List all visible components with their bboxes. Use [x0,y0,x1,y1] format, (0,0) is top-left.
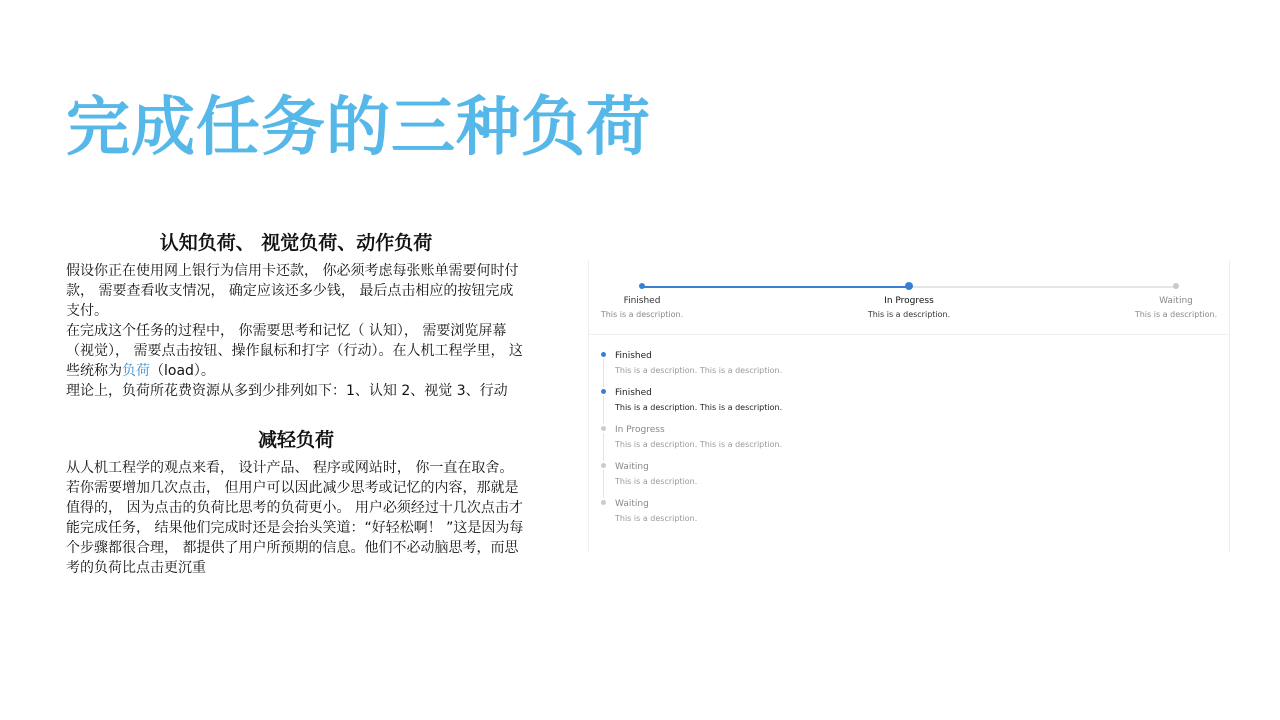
vstep-label: Waiting [615,462,649,472]
vstep-description: This is a description. [615,514,698,523]
vstep-description: This is a description. This is a description. [615,440,783,449]
hstep-description-2: This is a description. [867,310,951,319]
page-title: 完成任务的三种负荷 [66,91,651,165]
vstep-label: In Progress [615,425,665,435]
hstep-description-3: This is a description. [1134,310,1218,319]
text-column [66,228,526,578]
step-connector-finished [642,286,909,288]
step-dot-icon [905,282,913,290]
vstep-label: Finished [615,388,652,398]
hstep-description-1: This is a description. [600,310,684,319]
hstep-label-2[interactable]: In Progress [884,296,934,306]
paragraph-reduce-load: 从人机工程学的观点来看， 设计产品、 程序或网站时， 你一直在取舍。 若你需要增加几次点击， 但用户可以因此减少思考或记忆的内容，那就是值得的， 因为点击的负荷比思考的负荷更小。 用户必须经过十几次点击才能完成任务， 结果他们完成时还是会抬头笑道：“好轻松啊！ ”这是因为每个步骤都很合理， 都提供了用户所预期的信息。他们不必动脑思考，而思考的负荷比点击更沉重 [66,460,524,576]
load-term-english: （load）。 [150,363,215,379]
vstep-label: Waiting [615,499,649,509]
step-dot-icon [601,352,606,357]
vstep-item[interactable] [589,494,1229,531]
step-dot-icon [601,463,606,468]
step-connector-waiting [909,286,1176,288]
hstep-label-3[interactable]: Waiting [1159,296,1193,306]
section-heading-load-types: 认知负荷、 视觉负荷、动作负荷 [159,232,433,254]
vstep-item[interactable] [589,346,1229,383]
vstep-item[interactable] [589,457,1229,494]
step-dot-icon [601,389,606,394]
paragraph-load-order: 理论上，负荷所花费资源从多到少排列如下：1、认知 2、视觉 3、行动 [66,383,508,399]
vstep-description: This is a description. This is a description. [615,403,783,412]
load-definition-text: 在完成这个任务的过程中， 你需要思考和记忆（ 认知）， 需要浏览屏幕（视觉）， 需要点击按钮、操作鼠标和打字（行动）。在人机工程学里， 这些统称为 [66,323,523,379]
vstep-item[interactable] [589,383,1229,420]
step-dot-icon [601,500,606,505]
paragraph-load-definition [66,321,526,381]
vstep-label: Finished [615,351,652,361]
section-heading-reduce-load: 减轻负荷 [257,429,334,451]
load-term-highlight: 负荷 [122,363,150,379]
vertical-steps [589,346,1229,531]
hstep-label-1[interactable]: Finished [623,296,661,306]
paragraph-bank-example: 假设你正在使用网上银行为信用卡还款， 你必须考虑每张账单需要何时付款， 需要查看收支情况， 确定应该还多少钱， 最后点击相应的按钮完成支付。 [66,263,519,319]
step-dot-icon [1173,283,1179,289]
vstep-item[interactable] [589,420,1229,457]
vstep-description: This is a description. [615,477,698,486]
vstep-description: This is a description. This is a description. [615,366,783,375]
step-dot-icon [639,283,645,289]
steps-demo-panel [588,260,1230,552]
horizontal-steps [589,260,1229,335]
step-dot-icon [601,426,606,431]
